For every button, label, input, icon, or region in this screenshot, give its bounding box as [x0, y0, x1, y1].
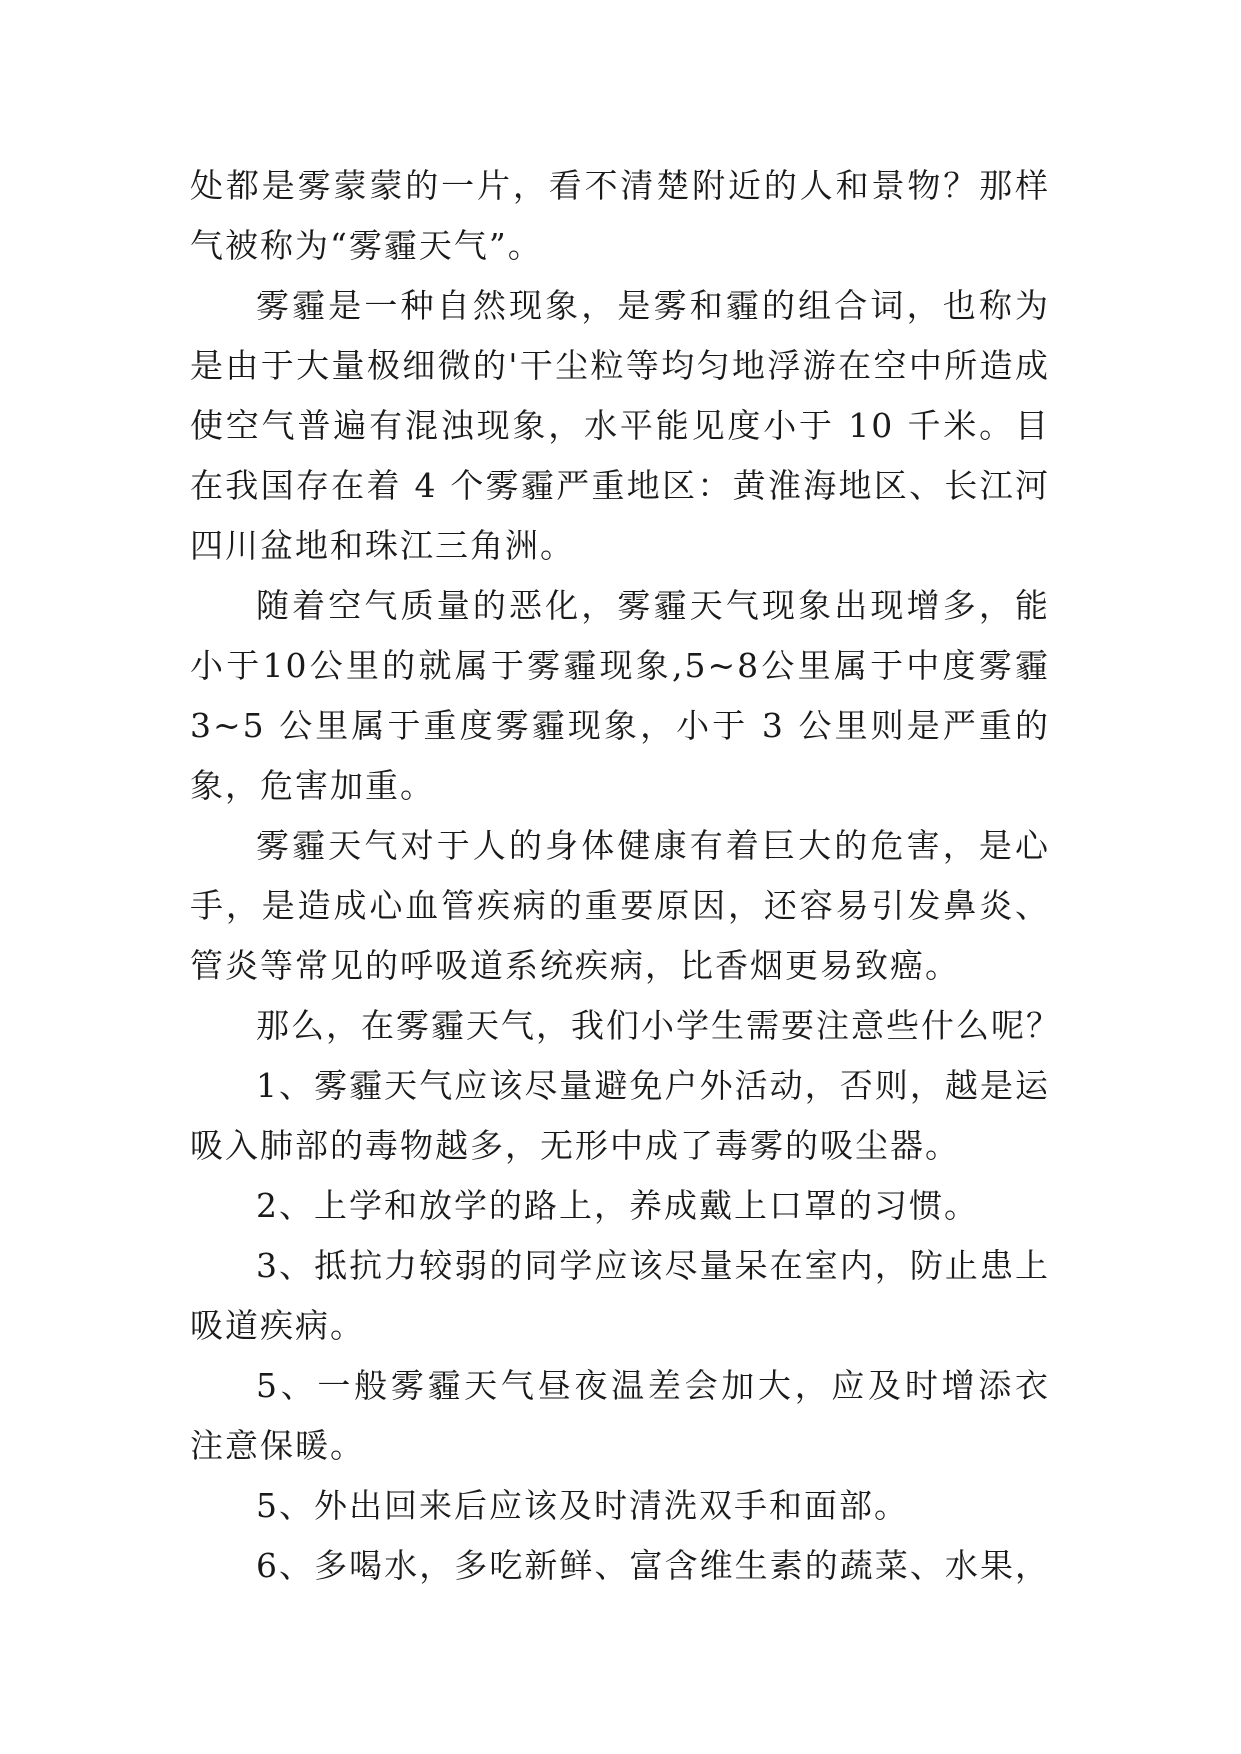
list-item-line: 2、上学和放学的路上，养成戴上口罩的习惯。 [256, 1186, 979, 1225]
body-text [190, 156, 1061, 1596]
text-line: 小于10公里的就属于雾霾现象,5~8公里属于中度雾霾 [190, 646, 1050, 685]
list-item-line: 1、雾霾天气应该尽量避免户外活动，否则，越是运 [256, 1066, 1050, 1105]
text-line: 使空气普遍有混浊现象，水平能见度小于 10 千米。目 [190, 406, 1050, 445]
text-line: 吸道疾病。 [190, 1306, 365, 1345]
text-line: 管炎等常见的呼吸道系统疾病，比香烟更易致癌。 [190, 946, 960, 985]
paragraph-start-line: 雾霾天气对于人的身体健康有着巨大的危害，是心 [256, 826, 1050, 865]
text-line: 注意保暖。 [190, 1426, 365, 1465]
text-line: 气被称为“雾霾天气”。 [190, 226, 543, 265]
text-line: 是由于大量极细微的'干尘粒等均匀地浮游在空中所造成 [190, 346, 1050, 385]
list-item-line: 6、多喝水，多吃新鲜、富含维生素的蔬菜、水果， [256, 1546, 1050, 1585]
text-line: 象，危害加重。 [190, 766, 435, 805]
paragraph-start-line: 雾霾是一种自然现象，是雾和霾的组合词，也称为 [256, 286, 1050, 325]
text-line: 四川盆地和珠江三角洲。 [190, 526, 575, 565]
list-item-line: 3、抵抗力较弱的同学应该尽量呆在室内，防止患上 [256, 1246, 1050, 1285]
text-line: 手，是造成心血管疾病的重要原因，还容易引发鼻炎、 [190, 886, 1050, 925]
text-line: 吸入肺部的毒物越多，无形中成了毒雾的吸尘器。 [190, 1126, 960, 1165]
list-item-line: 5、外出回来后应该及时清洗双手和面部。 [256, 1486, 909, 1525]
text-line: 在我国存在着 4 个雾霾严重地区：黄淮海地区、长江河 [190, 466, 1050, 505]
text-line: 3~5 公里属于重度雾霾现象，小于 3 公里则是严重的 [190, 706, 1050, 745]
text-line: 处都是雾蒙蒙的一片，看不清楚附近的人和景物？那样 [190, 166, 1050, 205]
list-item-line: 5、一般雾霾天气昼夜温差会加大，应及时增添衣 [256, 1366, 1050, 1405]
paragraph-start-line: 那么，在雾霾天气，我们小学生需要注意些什么呢？ [256, 1006, 1061, 1045]
paragraph-start-line: 随着空气质量的恶化，雾霾天气现象出现增多，能 [256, 586, 1050, 625]
